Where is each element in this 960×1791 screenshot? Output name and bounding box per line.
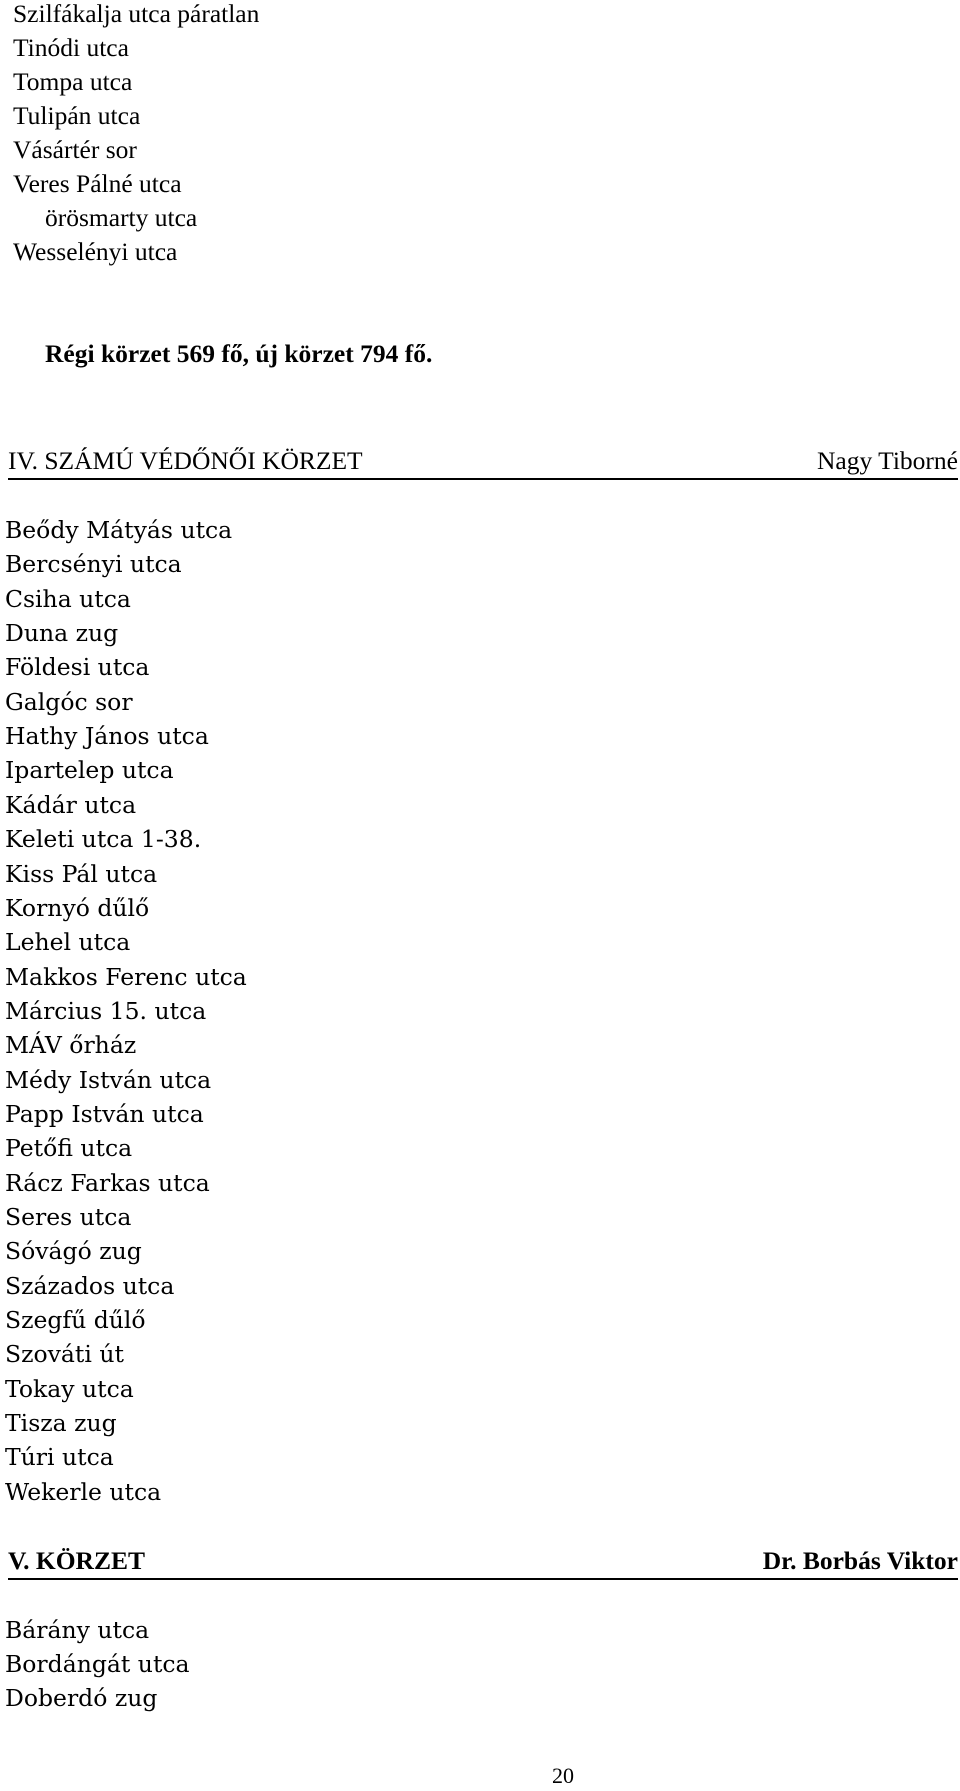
street-item: Ipartelep utca: [5, 756, 174, 785]
street-item: Kádár utca: [5, 790, 137, 819]
section-v-heading: [8, 1544, 958, 1580]
street-item: Lehel utca: [5, 928, 131, 957]
street-item: Földesi utca: [5, 653, 150, 682]
street-item: Szilfákalja utca páratlan: [13, 0, 260, 28]
street-item: Szováti út: [5, 1340, 124, 1369]
street-item: Doberdó zug: [5, 1684, 158, 1712]
street-item: Március 15. utca: [5, 996, 207, 1025]
street-item: Beődy Mátyás utca: [5, 516, 233, 544]
street-item: Petőfi utca: [5, 1134, 133, 1163]
street-item: Rácz Farkas utca: [5, 1168, 210, 1197]
street-item: Túri utca: [5, 1443, 114, 1472]
street-item: Tinódi utca: [13, 33, 129, 62]
street-item: Galgóc sor: [5, 687, 133, 716]
street-item: Wesselényi utca: [13, 237, 178, 266]
street-item: MÁV őrház: [5, 1031, 137, 1060]
section-iv-person: Nagy Tiborné: [817, 446, 958, 475]
street-item: Bárány utca: [5, 1616, 150, 1644]
street-item: Keleti utca 1-38.: [5, 825, 202, 854]
street-item: Kiss Pál utca: [5, 859, 158, 888]
street-item: Tisza zug: [5, 1409, 117, 1438]
street-item: Papp István utca: [5, 1099, 204, 1128]
street-item: Tokay utca: [5, 1374, 134, 1403]
street-item: Hathy János utca: [5, 722, 209, 751]
street-item: Kornyó dűlő: [5, 893, 150, 922]
street-item: Bercsényi utca: [5, 550, 182, 579]
section-v-person: Dr. Borbás Viktor: [762, 1546, 958, 1575]
street-item: Százados utca: [5, 1271, 175, 1300]
street-item: örösmarty utca: [45, 203, 198, 232]
street-item: Médy István utca: [5, 1065, 212, 1094]
street-item: Vásártér sor: [13, 135, 137, 164]
street-item: Tompa utca: [13, 67, 133, 96]
street-item: Tulipán utca: [13, 101, 141, 130]
street-item: Bordángát utca: [5, 1650, 190, 1678]
district-summary: Régi körzet 569 fő, új körzet 794 fő.: [45, 339, 433, 368]
street-item: Veres Pálné utca: [13, 169, 182, 198]
street-item: Csiha utca: [5, 584, 131, 613]
page-number: 20: [552, 1763, 574, 1788]
section-v-title: V. KÖRZET: [8, 1546, 145, 1575]
street-item: Duna zug: [5, 619, 119, 648]
street-item: Seres utca: [5, 1203, 132, 1231]
street-item: Szegfű dűlő: [5, 1306, 146, 1335]
street-item: Makkos Ferenc utca: [5, 962, 247, 991]
section-iv-title: IV. SZÁMÚ VÉDŐNŐI KÖRZET: [8, 446, 363, 475]
street-item: Sóvágó zug: [5, 1237, 142, 1266]
section-iv-heading: [8, 444, 958, 480]
street-item: Wekerle utca: [5, 1477, 162, 1506]
